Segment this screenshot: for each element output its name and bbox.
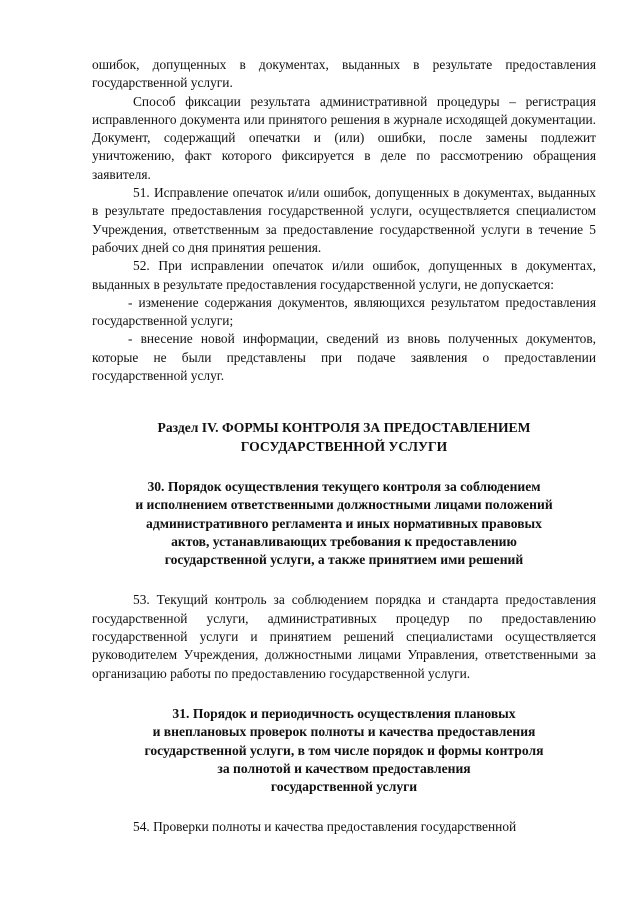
subheading-31-line: за полнотой и качеством предоставления <box>217 760 471 776</box>
subheading-30-line: и исполнением ответственными должностными лицами положений <box>135 497 553 513</box>
paragraph-fixation-method: Способ фиксации результата административной процедуры – регистрация исправленного документа или принятого решения в журнале исходящей документации. Документ, содержащий опечатки и (или) ошибки, после замены подлежит уничтожению, факт которого фиксируется в деле по рассмотрению обращения заявителя. <box>92 93 596 182</box>
paragraph-51: 51. Исправление опечаток и/или ошибок, допущенных в документах, выданных в результате предоставления государственной услуги, осуществляется специалистом Учреждения, ответственным за предоставление государственной услуги в течение 5 рабочих дней со дня принятия решения. <box>92 185 596 255</box>
subheading-30-line: государственной услуги, а также принятием ими решений <box>164 552 524 568</box>
paragraph-52: 52. При исправлении опечаток и/или ошибок, допущенных в документах, выданных в результате предоставления государственной услуги, не допускается: <box>92 258 596 292</box>
subheading-31 <box>92 705 596 796</box>
subheading-31-line: и внеплановых проверок полноты и качества предоставления <box>152 724 536 740</box>
paragraph-54: 54. Проверки полноты и качества предоставления государственной <box>133 819 517 835</box>
document-page <box>92 56 596 837</box>
list-item-content-change: - изменение содержания документов, являющихся результатом предоставления государственной услуги; <box>92 294 596 329</box>
subheading-30-line: 30. Порядок осуществления текущего контроля за соблюдением <box>147 478 541 494</box>
section-heading-line: Раздел IV. ФОРМЫ КОНТРОЛЯ ЗА ПРЕДОСТАВЛЕНИЕМ <box>157 420 531 436</box>
subheading-30-line: административного регламента и иных нормативных правовых <box>146 515 542 531</box>
section-heading-line: ГОСУДАРСТВЕННОЙ УСЛУГИ <box>240 438 448 454</box>
top-paragraphs <box>92 56 596 385</box>
list-item-new-info: - внесение новой информации, сведений из вновь полученных документов, которые не были представлены при подаче заявления о предоставлении государственной услуг. <box>92 331 596 384</box>
section-heading <box>92 419 596 456</box>
paragraph-53: 53. Текущий контроль за соблюдением порядка и стандарта предоставления государственной услуги, административных процедур по предоставлению государственной услуги и принятием решений специалистами осуществляется руководителем Учреждения, должностными лицами Управления, ответственными за организацию работы по предоставлению государственной услуги. <box>92 592 596 681</box>
subheading-31-line: государственной услуги, в том числе порядок и формы контроля <box>144 742 544 758</box>
subheading-30 <box>92 478 596 569</box>
subheading-30-line: актов, устанавливающих требования к предоставлению <box>171 533 517 549</box>
subheading-31-line: 31. Порядок и периодичность осуществления плановых <box>172 705 516 721</box>
subheading-31-line: государственной услуги <box>270 779 418 795</box>
paragraph-continuation: ошибок, допущенных в документах, выданных в результате предоставления государственной услуги. <box>92 57 596 91</box>
